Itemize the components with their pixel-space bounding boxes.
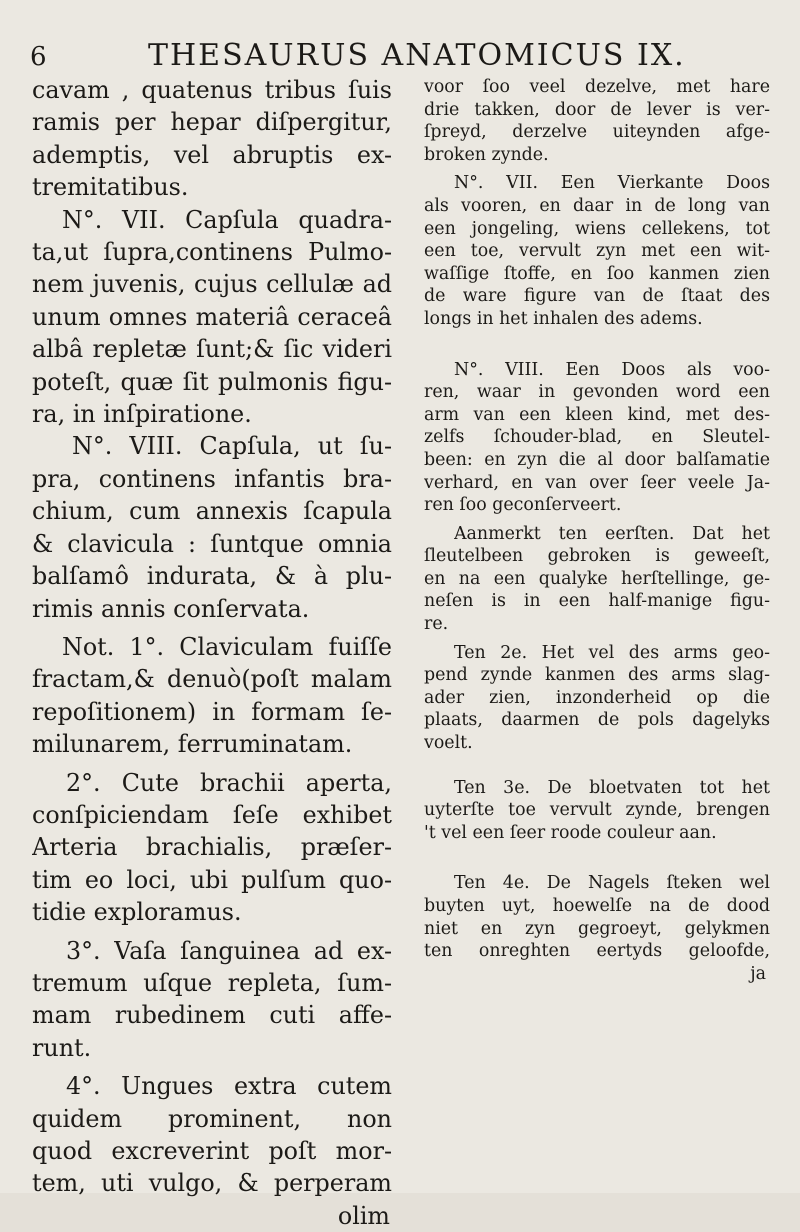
catchword: olim bbox=[337, 1201, 390, 1230]
text-line: neſen is in een half-manige figu- bbox=[424, 591, 770, 612]
text-line: runt. bbox=[32, 1033, 92, 1062]
text-line: arm van een kleen kind, met des- bbox=[424, 404, 770, 425]
text-line: ader zien, inzonderheid op die bbox=[424, 687, 770, 708]
text-line: drie takken, door de lever is ver- bbox=[424, 99, 770, 120]
text-line: N°. VII. Capſula quadra- bbox=[62, 205, 392, 234]
text-line: N°. VII. Een Vierkante Doos bbox=[454, 173, 770, 194]
latin-paragraph bbox=[32, 204, 392, 236]
text-line: conſpiciendam ſeſe exhibet bbox=[32, 800, 392, 829]
text-line: chium, cum annexis ſcapula bbox=[32, 497, 392, 526]
text-line: en na een qualyke herſtellinge, ge- bbox=[424, 568, 770, 589]
text-line: tim eo loci, ubi pulſum quo- bbox=[32, 865, 392, 894]
text-line: ren ſoo geconſerveert. bbox=[424, 495, 622, 516]
text-line: Aanmerkt ten eerſten. Dat het bbox=[454, 523, 770, 544]
text-line: mam rubedinem cuti affe- bbox=[32, 1001, 392, 1030]
latin-column bbox=[32, 74, 392, 1232]
text-line: quidem prominent, non bbox=[32, 1104, 392, 1133]
text-line: Ten 2e. Het vel des arms geo- bbox=[454, 642, 770, 663]
text-line: poteſt, quæ ſit pulmonis figu- bbox=[32, 367, 392, 396]
page-number: 6 bbox=[30, 42, 47, 72]
text-line: longs in het inhalen des adems. bbox=[424, 308, 703, 329]
text-line: voelt. bbox=[424, 733, 473, 754]
text-line: uyterſte toe vervult zynde, brengen bbox=[424, 800, 770, 821]
dutch-paragraph bbox=[424, 523, 770, 546]
text-line: Not. 1°. Claviculam fuiſſe bbox=[62, 632, 392, 661]
dutch-paragraph-cont bbox=[424, 664, 770, 754]
text-line: ta,ut ſupra,continens Pulmo- bbox=[32, 238, 392, 267]
text-line: ra, in inſpiratione. bbox=[32, 400, 252, 429]
text-line: unum omnes materiâ ceraceâ bbox=[32, 302, 392, 331]
text-line: plaats, daarmen de pols dagelyks bbox=[424, 710, 770, 731]
latin-paragraph bbox=[32, 74, 392, 204]
dutch-paragraph bbox=[424, 76, 770, 166]
text-line: been: en zyn die al door balſamatie bbox=[424, 449, 770, 470]
text-line: buyten uyt, hoewelſe na de dood bbox=[424, 896, 770, 916]
text-line: re. bbox=[424, 614, 449, 635]
text-line: pra, continens infantis bra- bbox=[32, 464, 392, 493]
text-line: niet en zyn gegroeyt, gelykmen bbox=[424, 918, 770, 939]
text-line: ten onreghten eertyds geloofde, bbox=[424, 941, 770, 962]
latin-paragraph-cont bbox=[32, 799, 392, 929]
latin-paragraph bbox=[32, 935, 392, 967]
text-line: zelfs ſchouder-blad, en Sleutel- bbox=[424, 427, 770, 448]
text-line: waſſige ſtoffe, en ſoo kanmen zien bbox=[424, 263, 770, 284]
text-line: Arteria brachialis, præſer- bbox=[32, 833, 392, 862]
latin-paragraph bbox=[32, 430, 392, 462]
text-line: Ten 4e. De Nagels ſteken wel bbox=[454, 873, 770, 894]
text-line: tem, uti vulgo, & perperam bbox=[32, 1169, 392, 1198]
catchword: ja bbox=[750, 963, 766, 984]
dutch-paragraph bbox=[424, 172, 770, 195]
text-line: albâ repletæ ſunt;& ſic videri bbox=[32, 335, 392, 364]
text-line: verhard, en van over ſeer veele Ja- bbox=[424, 472, 770, 493]
text-line: ren, waar in gevonden word een bbox=[424, 382, 770, 403]
text-line: rimis annis conſervata. bbox=[32, 594, 310, 623]
text-line: 4°. Ungues extra cutem bbox=[66, 1072, 392, 1101]
dutch-paragraph bbox=[424, 777, 770, 800]
latin-paragraph bbox=[32, 631, 392, 663]
text-line: N°. VIII. Capſula, ut ſu- bbox=[72, 432, 392, 461]
text-line: 't vel een ſeer roode couleur aan. bbox=[424, 822, 717, 843]
latin-paragraph-cont bbox=[32, 967, 392, 1064]
text-line: broken zynde. bbox=[424, 144, 549, 165]
text-line: nem juvenis, cujus cellulæ ad bbox=[32, 270, 392, 299]
text-line: fractam,& denuò(poſt malam bbox=[32, 665, 392, 694]
text-line: pend zynde kanmen des arms slag- bbox=[424, 665, 770, 686]
text-line: 2°. Cute brachii aperta, bbox=[66, 768, 392, 797]
text-line: als vooren, en daar in de long van bbox=[424, 195, 770, 216]
dutch-paragraph-cont bbox=[424, 895, 770, 985]
latin-paragraph bbox=[32, 1070, 392, 1102]
text-line: quod excreverint poſt mor- bbox=[32, 1137, 392, 1165]
text-line: een jongeling, wiens cellekens, tot bbox=[424, 218, 770, 239]
text-line: tidie exploramus. bbox=[32, 898, 242, 927]
dutch-paragraph-cont bbox=[424, 545, 770, 635]
dutch-paragraph bbox=[424, 359, 770, 382]
text-line: ſleutelbeen gebroken is geweeſt, bbox=[424, 546, 770, 567]
dutch-paragraph bbox=[424, 872, 770, 895]
text-line: ſpreyd, derzelve uiteynden afge- bbox=[424, 122, 770, 143]
text-line: een toe, vervult zyn met een wit- bbox=[424, 241, 770, 262]
running-title: THESAURUS ANATOMICUS IX. bbox=[148, 38, 686, 73]
text-line: voor ſoo veel dezelve, met hare bbox=[424, 77, 770, 97]
latin-paragraph-cont bbox=[32, 463, 392, 625]
text-line: N°. VIII. Een Doos als voo- bbox=[454, 359, 770, 380]
text-line: cavam , quatenus tribus ſuis bbox=[32, 76, 392, 104]
text-line: tremum uſque repleta, ſum- bbox=[32, 968, 392, 997]
text-line: de ware figure van de ſtaat des bbox=[424, 286, 770, 307]
dutch-paragraph bbox=[424, 642, 770, 665]
running-head bbox=[30, 38, 760, 78]
text-line: Ten 3e. De bloetvaten tot het bbox=[454, 777, 770, 798]
dutch-paragraph-cont bbox=[424, 799, 770, 844]
latin-paragraph-cont bbox=[32, 236, 392, 430]
dutch-column bbox=[424, 76, 770, 985]
text-line: repoſitionem) in formam ſe- bbox=[32, 697, 392, 726]
text-line: & clavicula : ſuntque omnia bbox=[32, 529, 392, 558]
text-line: 3°. Vaſa ſanguinea ad ex- bbox=[66, 936, 392, 965]
dutch-paragraph-cont bbox=[424, 381, 770, 517]
text-line: ramis per hepar diſpergitur, bbox=[32, 108, 392, 137]
text-line: tremitatibus. bbox=[32, 173, 189, 202]
latin-paragraph bbox=[32, 767, 392, 799]
text-line: balſamô indurata, & à plu- bbox=[32, 562, 392, 591]
latin-paragraph-cont bbox=[32, 663, 392, 760]
text-line: milunarem, ferruminatam. bbox=[32, 730, 353, 759]
latin-paragraph-cont bbox=[32, 1103, 392, 1232]
text-line: ademptis, vel abruptis ex- bbox=[32, 140, 392, 169]
dutch-paragraph-cont bbox=[424, 195, 770, 331]
